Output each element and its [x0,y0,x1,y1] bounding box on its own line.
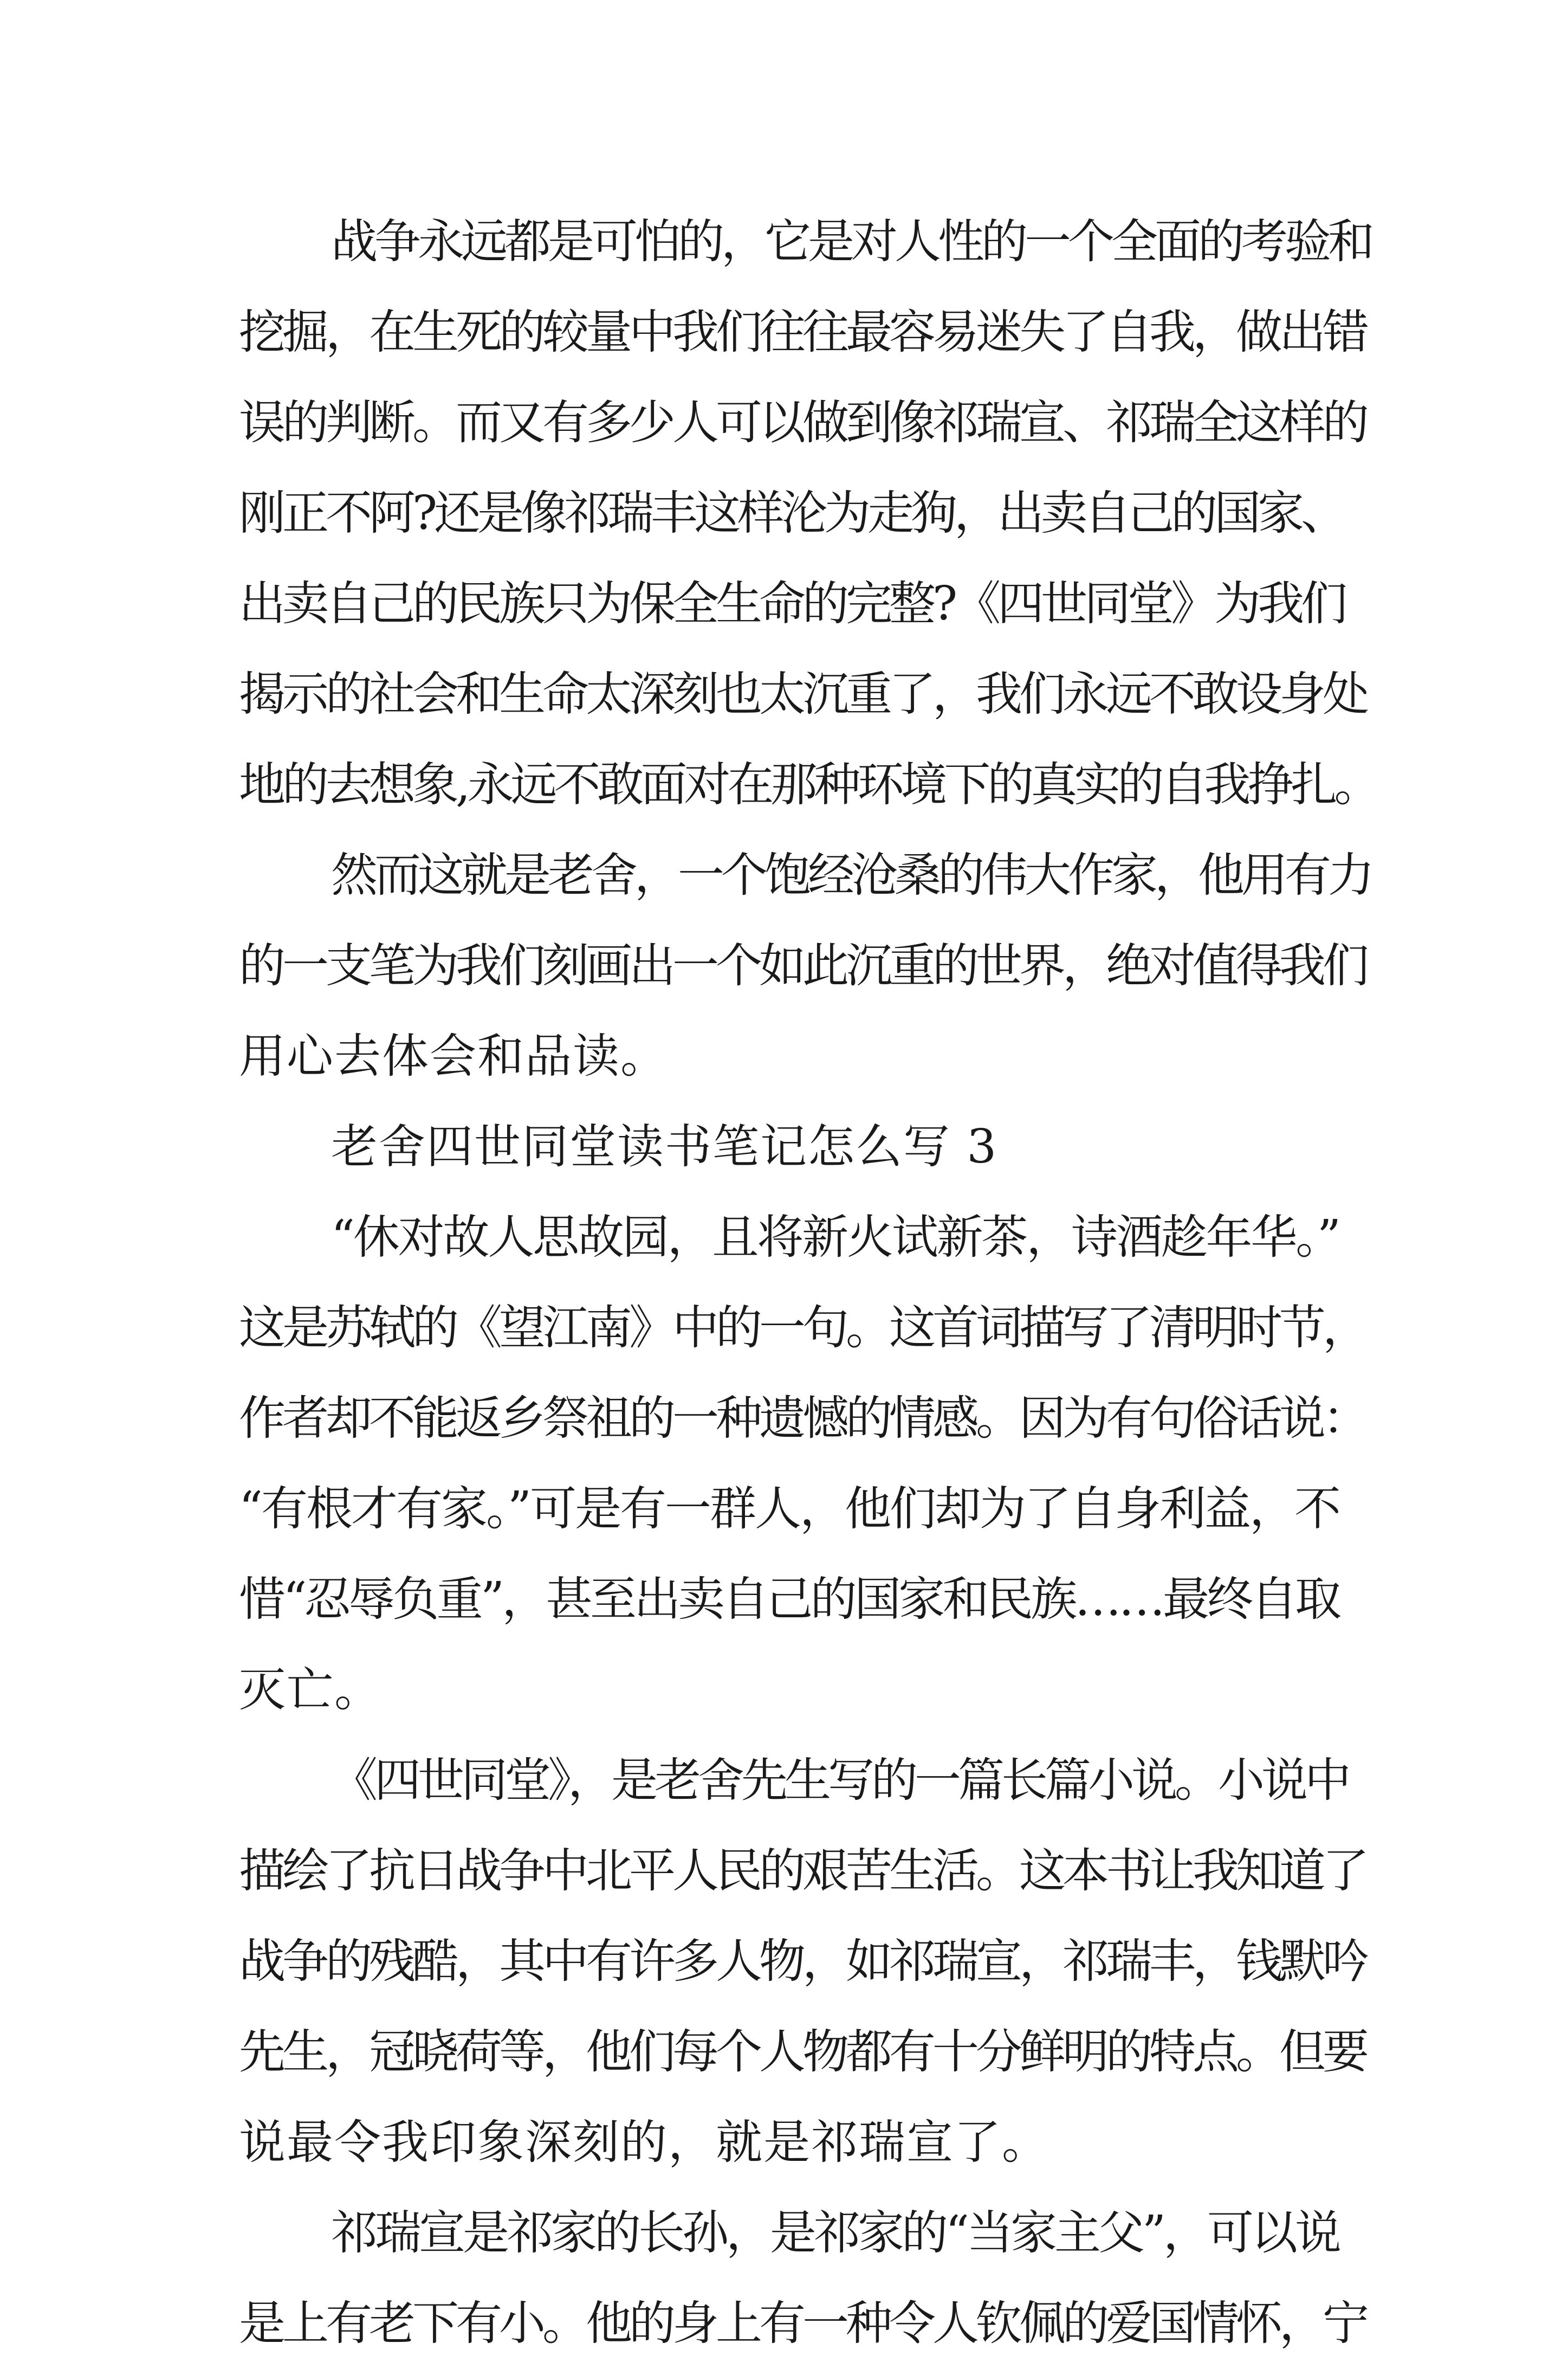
text-line: 地的去想象,永远不敢面对在那种环境下的真实的自我挣扎。 [239,758,1378,812]
text-line: 描绘了抗日战争中北平人民的艰苦生活。这本书让我知道了 [239,1844,1366,1898]
text-line: “休对故人思故园，且将新火试新茶，诗酒趁年华。” [331,1210,1339,1264]
text-line: 是上有老下有小。他的身上有一种令人钦佩的爱国情怀，宁 [239,2296,1366,2351]
text-line: 这是苏轼的《望江南》中的一句。这首词描写了清明时节， [239,1301,1366,1355]
text-line: 出卖自己的民族只为保全生命的完整?《四世同堂》为我们 [239,577,1345,631]
text-line: 误的判断。而又有多少人可以做到像祁瑞宣、祁瑞全这样的 [239,396,1366,450]
text-line: 的一支笔为我们刻画出一个如此沉重的世界，绝对值得我们 [239,939,1366,993]
text-line: 《四世同堂》，是老舍先生写的一篇长篇小说。小说中 [331,1753,1348,1808]
text-line: 用心去体会和品读。 [239,1029,668,1083]
text-line: 战争的残酷，其中有许多人物，如祁瑞宣，祁瑞丰，钱默吟 [239,1934,1366,1989]
text-line: 说最令我印象深刻的，就是祁瑞宣了。 [239,2115,1049,2170]
text-line: “有根才有家。”可是有一群人，他们却为了自身利益，不 [239,1482,1339,1536]
text-line: 战争永远都是可怕的，它是对人性的一个全面的考验和 [331,215,1371,269]
text-line: 祁瑞宣是祁家的长孙，是祁家的“当家主父”，可以说 [331,2206,1339,2260]
text-line: 挖掘，在生死的较量中我们往往最容易迷失了自我，做出错 [239,305,1366,359]
text-line: 然而这就是老舍，一个饱经沧桑的伟大作家，他用有力 [331,848,1371,902]
text-line: 灭亡。 [239,1663,382,1717]
text-line: 刚正不阿?还是像祁瑞丰这样沦为走狗，出卖自己的国家、 [239,486,1345,540]
document-body [239,197,1378,2369]
text-line: 惜“忍辱负重”，甚至出卖自己的国家和民族……最终自取 [239,1572,1339,1626]
text-line: 先生，冠晓荷等，他们每个人物都有十分鲜明的特点。但要 [239,2025,1366,2079]
text-line: 揭示的社会和生命太深刻也太沉重了，我们永远不敢设身处 [239,667,1366,721]
text-line: 作者却不能返乡祭祖的一种遗憾的情感。因为有句俗话说： [239,1391,1366,1445]
text-line: 老舍四世同堂读书笔记怎么写 3 [331,1120,998,1174]
